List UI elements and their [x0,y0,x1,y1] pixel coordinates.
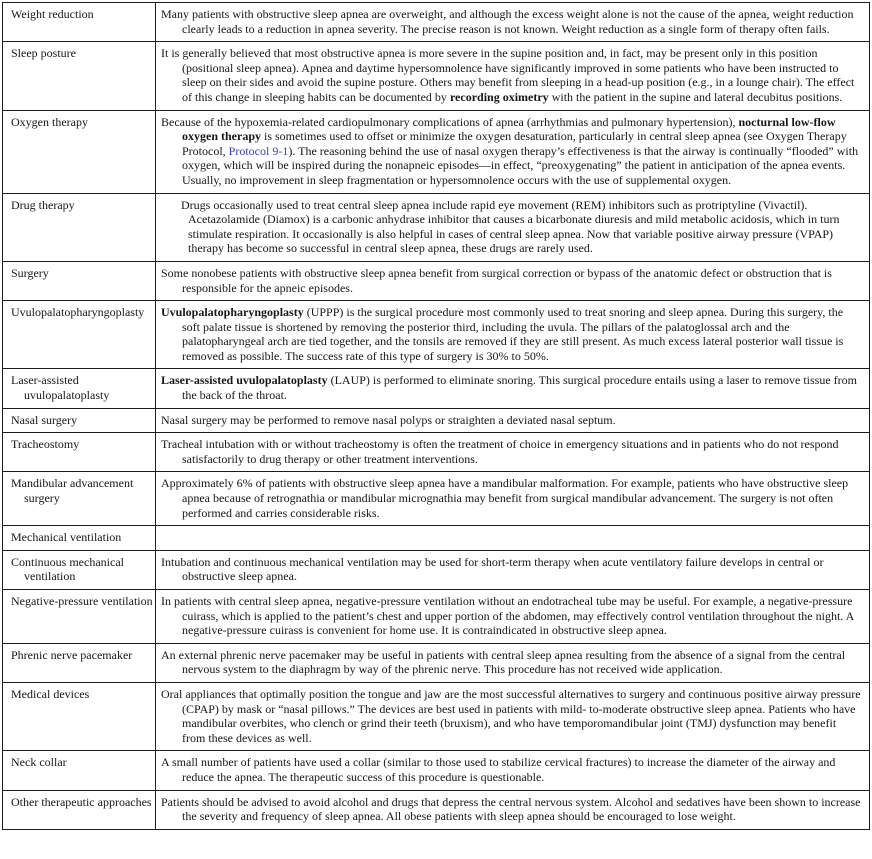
treatment-description [156,472,870,526]
table-row [3,751,870,790]
table-row [3,301,870,369]
treatment-name: Mandibular advancement surgery [3,472,156,526]
treatment-name: Uvulopalatopharyngoplasty [3,301,156,369]
description-text: Because of the hypoxemia-related cardiopulmonary complications of apnea (arrhythmias and pulmonary hypertension), [161,114,739,129]
description-text: Some nonobese patients with obstructive sleep apnea benefit from surgical correction or bypass of the anatomic defect or obstruction that is responsible for the apneic episodes. [161,265,832,295]
table-row [3,433,870,472]
treatment-description [156,526,870,551]
description-text: An external phrenic nerve pacemaker may be useful in patients with central sleep apnea resulting from the absence of a signal from the central nervous system to the diaphragm by way of the phrenic nerve. This procedure has not received wide application. [161,647,846,677]
description-text: ). The reasoning behind the use of nasal oxygen therapy’s effectiveness is that the airway is continually “flooded” with oxygen, which will be inspired during the nonapneic episodes—in effect, “preoxygenating” the patient in anticipation of the apnea events. Usually, no improvement in sleep fragmentation or hypersomnolence occurs with the use of supplemental oxygen. [182,143,859,187]
treatment-name: Drug therapy [3,193,156,261]
table-row [3,550,870,589]
description-text: It is generally believed that most obstructive apnea is more severe in the supine position and, in fact, may be present only in this position (positional sleep apnea). Apnea and daytime hypersomnolence have significantly improved in some patients who have been instructed to sleep on their sides and avoid the supine posture. Others may benefit from sleeping in a head-up position (e.g., in a lounge chair). The effect of this change in sleeping habits can be documented by [161,46,855,104]
treatment-description [156,790,870,829]
treatment-description [156,301,870,369]
treatment-description [156,433,870,472]
treatment-description [156,193,870,261]
treatment-description [156,408,870,433]
treatment-name: Sleep posture [3,42,156,110]
treatment-name: Medical devices [3,682,156,750]
table-row [3,682,870,750]
treatment-description [156,369,870,408]
treatment-name: Nasal surgery [3,408,156,433]
treatment-name: Surgery [3,261,156,300]
table-row [3,3,870,42]
treatment-description [156,751,870,790]
table-row [3,790,870,829]
table-row [3,472,870,526]
table-row [3,590,870,644]
table-row [3,193,870,261]
treatment-description [156,261,870,300]
treatment-name: Oxygen therapy [3,110,156,193]
bold-term: nocturnal low-flow oxygen therapy [182,114,836,144]
description-text: Patients should be advised to avoid alcohol and drugs that depress the central nervous system. Alcohol and sedatives have been shown to increase the severity and frequency of sleep apnea. All obese patients with sleep apnea should be encouraged to lose weight. [161,794,861,824]
description-text: Many patients with obstructive sleep apnea are overweight, and although the excess weight alone is not the cause of the apnea, weight reduction clearly leads to a reduction in apnea severity. The precise reason is not known. Weight reduction as a single form of therapy often fails. [161,7,854,36]
protocol-9-1-link[interactable]: Protocol 9-1 [228,143,289,158]
description-text: with the patient in the supine and lateral decubitus positions. [548,89,843,104]
treatment-description [156,590,870,644]
sleep-apnea-treatment-table [2,2,870,830]
description-text: Drugs occasionally used to treat central sleep apnea include rapid eye movement (REM) inhibitors such as protriptyline (Vivactil). Acetazolamide (Diamox) is a carbonic anhydrase inhibitor that causes a bicarbonate diuresis and mild metabolic acidosis, which in turn stimulate respiration. It occasionally is also helpful in cases of central sleep apnea. Now that variable positive airway pressure (VPAP) therapy has become so successful in central sleep apnea, these drugs are rarely used. [181,197,840,256]
treatment-name: Other therapeutic approaches [3,790,156,829]
table-row [3,408,870,433]
table-row [3,261,870,300]
bold-term: recording oximetry [449,89,549,104]
treatment-description [156,550,870,589]
treatment-name: Mechanical ventilation [3,526,156,551]
table-row [3,643,870,682]
description-text: A small number of patients have used a collar (similar to those used to stabilize cervical fractures) to increase the diameter of the airway and reduce the apnea. The therapeutic success of this procedure is questionable. [161,755,836,784]
treatment-name: Laser-assisted uvulopalatoplasty [3,369,156,408]
treatment-name: Neck collar [3,751,156,790]
description-text: Tracheal intubation with or without tracheostomy is often the treatment of choice in emergency situations and in patients who do not respond satisfactorily to drug therapy or other treatment interventions. [161,437,839,466]
description-text: Intubation and continuous mechanical ventilation may be used for short-term therapy when acute ventilatory failure develops in central or obstructive sleep apnea. [161,554,824,584]
bold-term: Laser-assisted uvulopalatoplasty [161,373,328,388]
treatment-description [156,643,870,682]
treatment-description [156,110,870,193]
table-row [3,42,870,110]
table-row [3,526,870,551]
description-text: (UPPP) is the surgical procedure most commonly used to treat snoring and sleep apnea. During this surgery, the soft palate tissue is shortened by removing the posterior third, including the uvula. The pillars of the palatoglossal arch and the palatopharyngeal arch are tied together, and the tonsils are removed if they are still present. As much excess lateral posterior wall tissue is removed as possible. The success rate of this type of surgery is 30% to 50%. [182,305,844,363]
bold-term: Uvulopalatopharyngoplasty [161,305,304,320]
description-text: Approximately 6% of patients with obstructive sleep apnea have a mandibular malformation. For example, patients who have obstructive sleep apnea because of retrognathia or mandibular micrognathia may benefit from surgical mandibular advancement. The surgery is not often performed and carries considerable risks. [161,476,849,520]
table-row [3,110,870,193]
treatment-name: Negative-pressure ventilation [3,590,156,644]
treatment-description [156,42,870,110]
description-text: Nasal surgery may be performed to remove nasal polyps or straighten a deviated nasal septum. [161,412,616,427]
description-text: (LAUP) is performed to eliminate snoring. This surgical procedure entails using a laser to remove tissue from the back of the throat. [182,373,858,403]
treatment-description [156,682,870,750]
description-text: In patients with central sleep apnea, negative-pressure ventilation without an endotracheal tube may be useful. For example, a negative-pressure cuirass, which is applied to the patient’s chest and upper portion of the abdomen, may effectively control ventilation throughout the night. A negative-pressure cuirass is convenient for home use. It is contraindicated in obstructive sleep apnea. [161,594,854,638]
treatment-name: Weight reduction [3,3,156,42]
treatment-name: Phrenic nerve pacemaker [3,643,156,682]
description-text: Oral appliances that optimally position the tongue and jaw are the most successful alternatives to surgery and continuous positive airway pressure (CPAP) by mask or “nasal pillows.” The devices are best used in patients with mild- to-moderate obstructive sleep apnea. Patients who have mandibular overbites, who clench or grind their teeth (bruxism), and who have temporomandibular joint (TMJ) dysfunction may benefit from these devices as well. [161,686,861,745]
description-text: is sometimes used to offset or minimize the oxygen desaturation, particularly in central sleep apnea (see Oxygen Therapy Protocol, [182,129,847,158]
treatment-name: Continuous mechanical ventilation [3,550,156,589]
treatment-table-body [3,3,870,830]
table-row [3,369,870,408]
treatment-name: Tracheostomy [3,433,156,472]
treatment-description [156,3,870,42]
